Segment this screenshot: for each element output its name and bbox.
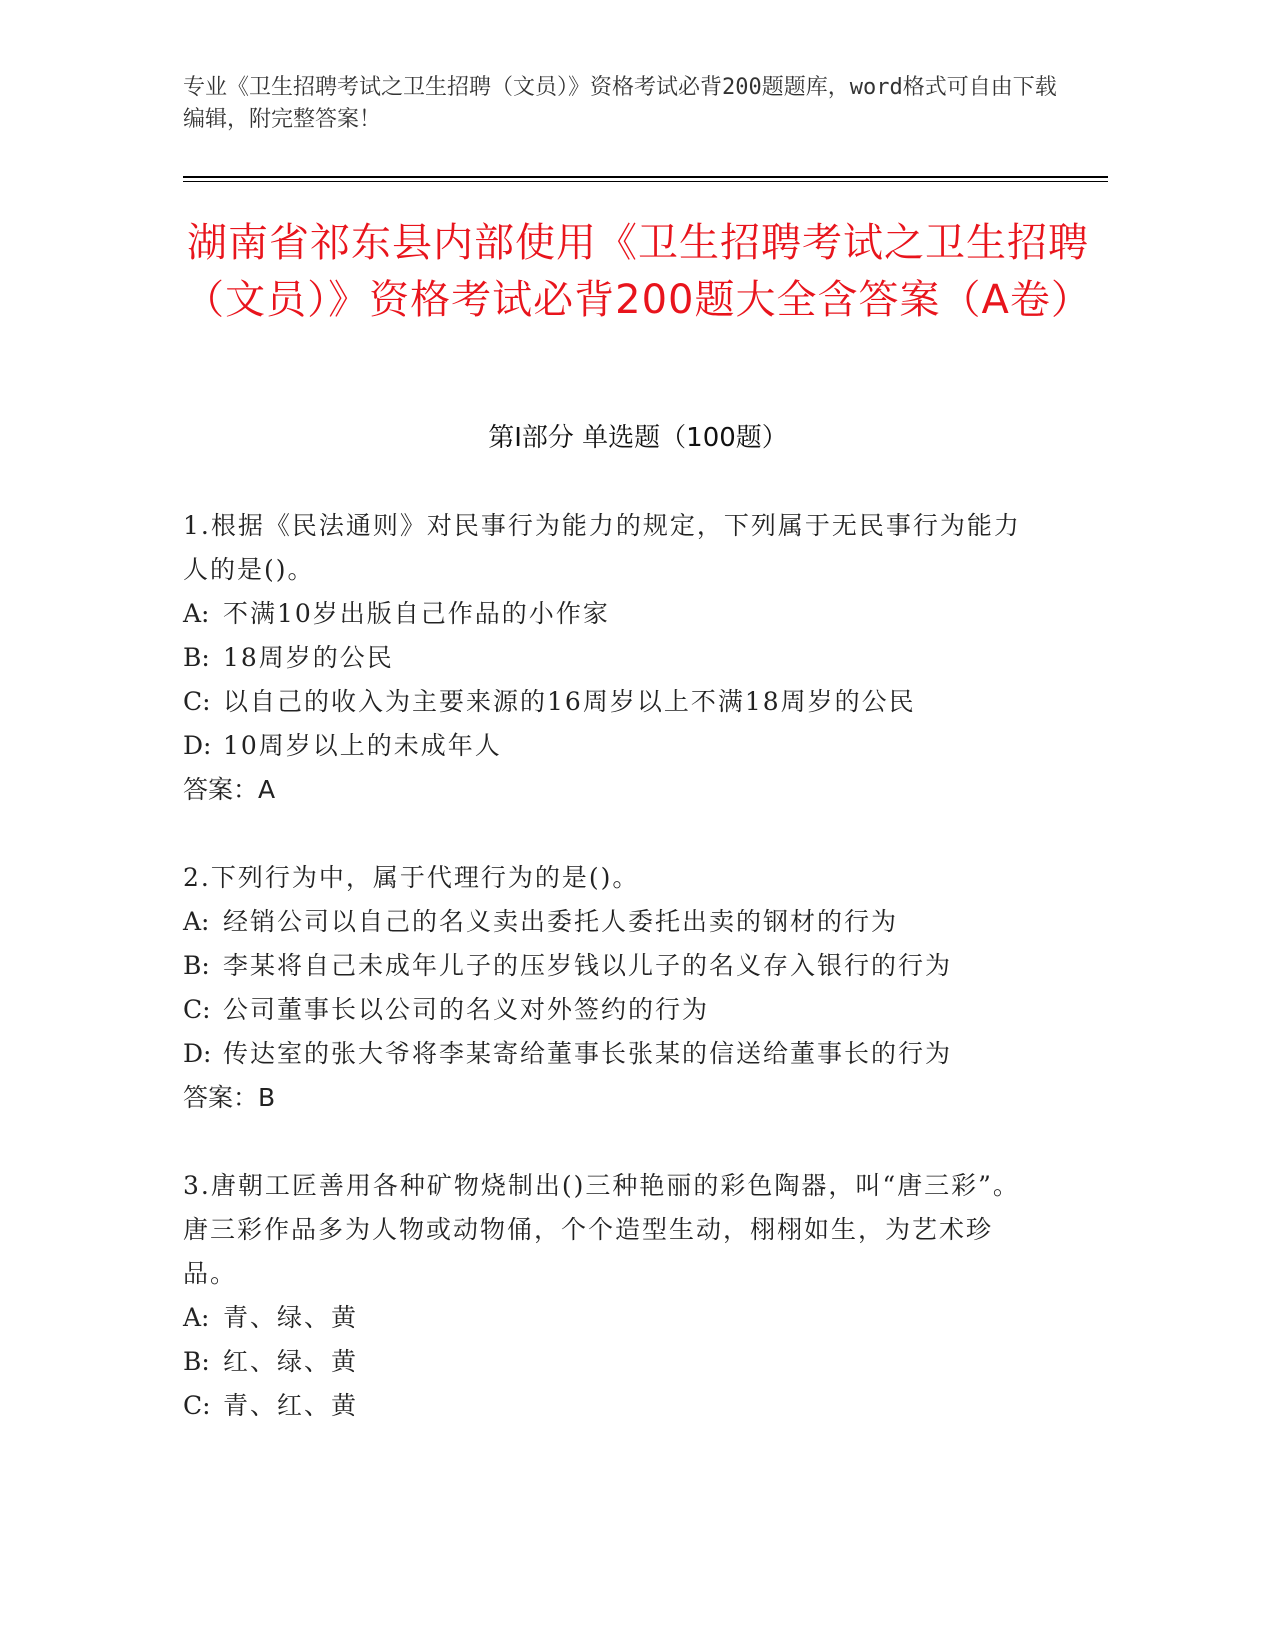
option-c [183, 988, 1023, 1032]
option-a [183, 1296, 1023, 1340]
question-stem: 3.唐朝工匠善用各种矿物烧制出()三种艳丽的彩色陶器，叫“唐三彩”。唐三彩作品多为人物或动物俑，个个造型生动，栩栩如生，为艺术珍品。 [183, 1171, 1020, 1288]
option-letter: D: [183, 1039, 212, 1068]
option-b [183, 944, 1023, 988]
option-letter: B: [183, 1347, 210, 1376]
option-letter: B: [183, 643, 210, 672]
question-1 [183, 504, 1023, 812]
header-note: 专业《卫生招聘考试之卫生招聘（文员）》资格考试必背200题题库，word格式可自由下载编辑，附完整答案！ [183, 75, 1057, 132]
answer-line: 答案：A [183, 775, 276, 804]
option-text: 18周岁的公民 [223, 643, 394, 672]
option-text: 以自己的收入为主要来源的16周岁以上不满18周岁的公民 [223, 687, 916, 716]
question-stem: 1.根据《民法通则》对民事行为能力的规定，下列属于无民事行为能力人的是()。 [183, 511, 1021, 584]
header-divider [183, 176, 1108, 182]
option-letter: C: [183, 1391, 211, 1420]
question-stem: 2.下列行为中，属于代理行为的是()。 [183, 863, 640, 892]
option-text: 李某将自己未成年儿子的压岁钱以儿子的名义存入银行的行为 [223, 951, 953, 980]
option-text: 经销公司以自己的名义卖出委托人委托出卖的钢材的行为 [223, 907, 899, 936]
option-text: 传达室的张大爷将李某寄给董事长张某的信送给董事长的行为 [223, 1039, 953, 1068]
option-text: 公司董事长以公司的名义对外签约的行为 [223, 995, 710, 1024]
option-letter: A: [183, 907, 210, 936]
option-letter: A: [183, 599, 210, 628]
option-text: 青、绿、黄 [223, 1303, 359, 1332]
option-d [183, 1032, 1023, 1076]
option-letter: D: [183, 731, 212, 760]
question-3 [183, 1164, 1023, 1428]
option-c [183, 1384, 1023, 1428]
section-title: 第Ⅰ部分 单选题（100题） [488, 423, 788, 453]
option-text: 10周岁以上的未成年人 [223, 731, 502, 760]
option-letter: C: [183, 687, 211, 716]
option-b [183, 1340, 1023, 1384]
question-list [183, 504, 1023, 1472]
option-text: 青、红、黄 [223, 1391, 359, 1420]
option-d [183, 724, 1023, 768]
document-title: 湖南省祁东县内部使用《卫生招聘考试之卫生招聘（文员）》资格考试必背200题大全含答案（A卷） [184, 220, 1092, 323]
option-b [183, 636, 1023, 680]
option-letter: C: [183, 995, 211, 1024]
option-letter: A: [183, 1303, 210, 1332]
option-a [183, 900, 1023, 944]
option-text: 红、绿、黄 [223, 1347, 359, 1376]
answer-line: 答案：B [183, 1083, 276, 1112]
question-2 [183, 856, 1023, 1120]
option-a [183, 592, 1023, 636]
option-c [183, 680, 1023, 724]
option-letter: B: [183, 951, 210, 980]
option-text: 不满10岁出版自己作品的小作家 [223, 599, 610, 628]
